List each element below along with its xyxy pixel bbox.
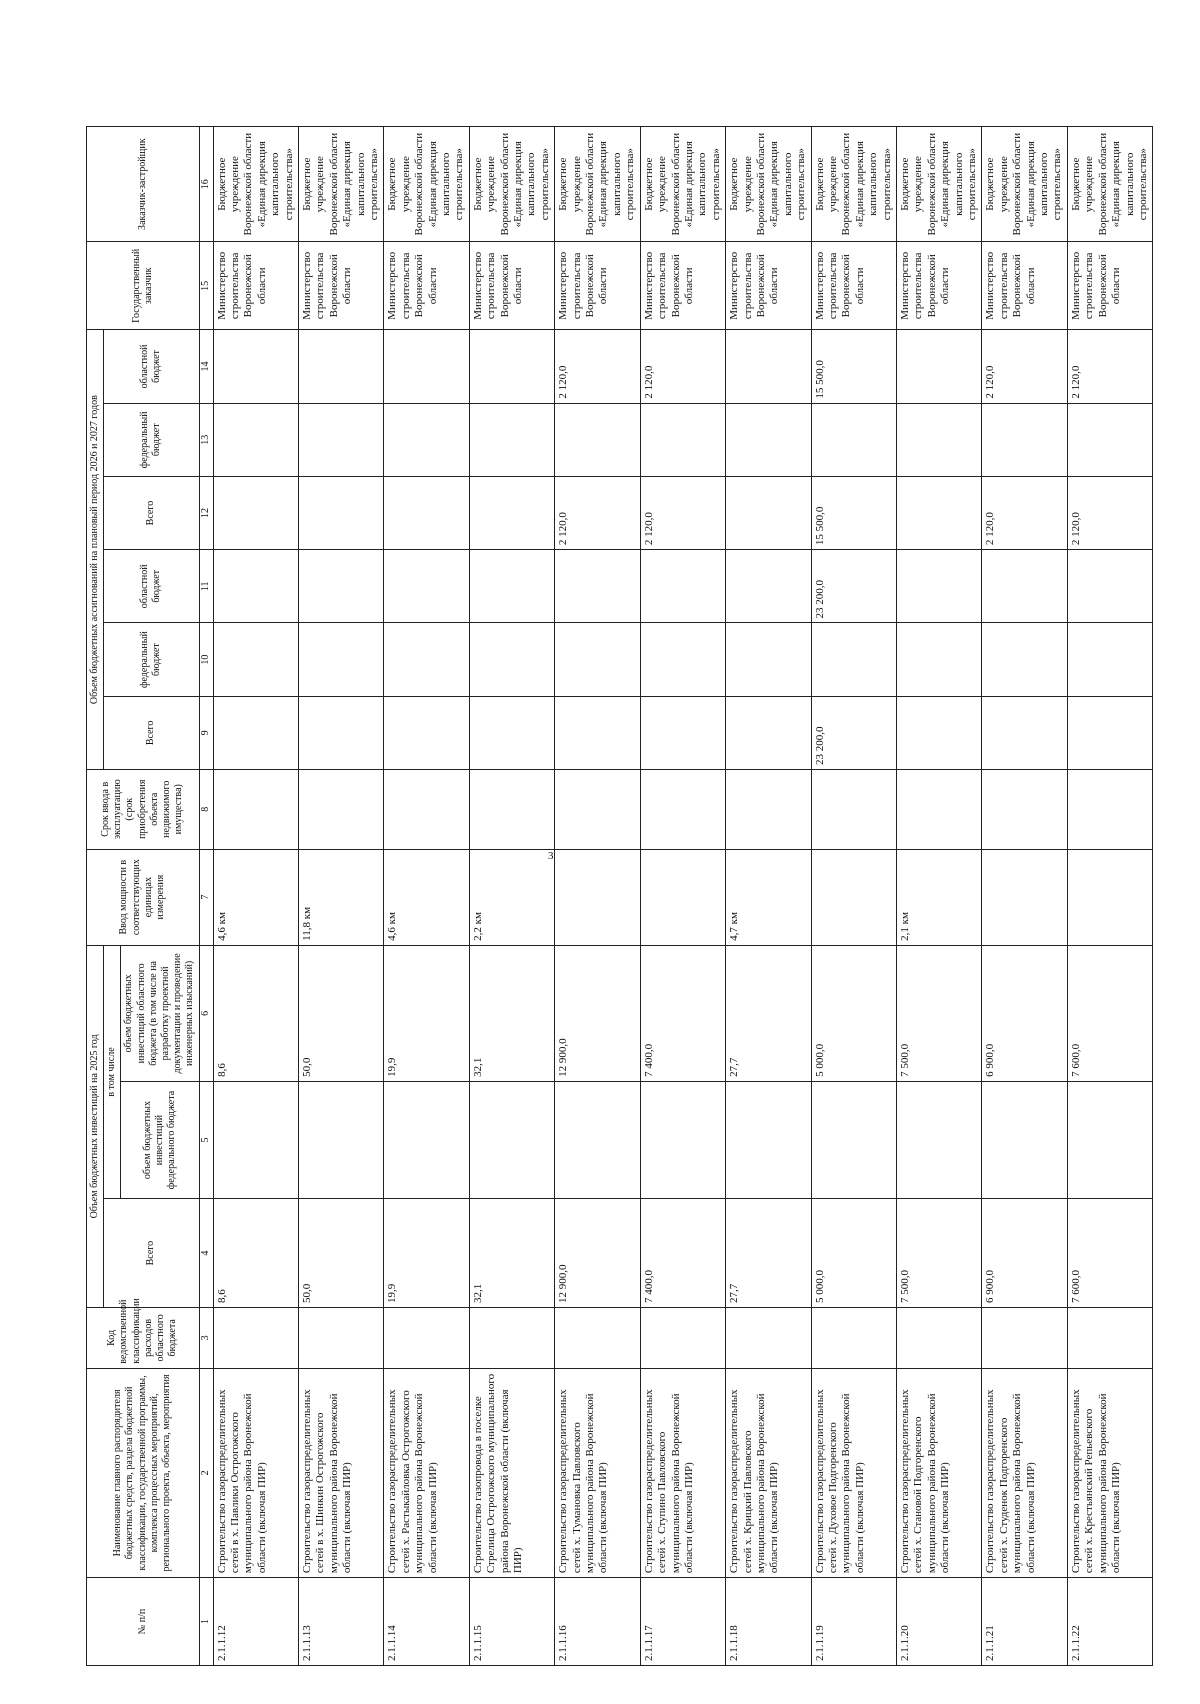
regional-2027-cell: 15 500,0 — [811, 330, 896, 403]
commission-date-cell — [384, 769, 469, 849]
federal-2026-cell — [640, 623, 725, 696]
row-number-cell: 2.1.1.14 — [384, 1578, 469, 1666]
developer-cell: Бюджетное учреждение Воронежской области «Единая дирекция капитального строительства» — [640, 127, 725, 242]
regional-2026-cell — [897, 550, 982, 623]
regional-2025-cell: 7 500,0 — [897, 945, 982, 1081]
federal-2026-cell — [811, 623, 896, 696]
commission-date-cell — [213, 769, 298, 849]
column-number-row — [199, 127, 213, 1666]
regional-2025-cell: 7 400,0 — [640, 945, 725, 1081]
federal-2027-cell — [1067, 403, 1152, 476]
state-customer-cell: Министерство строительства Воронежской области — [555, 242, 640, 330]
state-customer-cell: Министерство строительства Воронежской области — [469, 242, 554, 330]
header-2025-regional: объем бюджетных инвестиций областного бюджета (в том числе на разработку проектной документации и проведение инженерных изысканий) — [121, 945, 199, 1081]
capacity-cell — [982, 849, 1067, 945]
total-2027-cell — [298, 476, 383, 549]
table-row — [298, 127, 383, 1666]
budget-code-cell — [384, 1308, 469, 1369]
total-2025-cell: 50,0 — [298, 1199, 383, 1308]
commission-date-cell — [811, 769, 896, 849]
total-2025-cell: 7 400,0 — [640, 1199, 725, 1308]
row-number-cell: 2.1.1.20 — [897, 1578, 982, 1666]
developer-cell: Бюджетное учреждение Воронежской области «Единая дирекция капитального строительства» — [726, 127, 811, 242]
capacity-cell — [555, 849, 640, 945]
header-name: Наименование главного распорядителя бюджетных средств, раздела бюджетной классификации, государственной программы, комплекса процессных мероприятий, регионального проекта, объекта, мероприятия — [87, 1368, 200, 1577]
row-number-cell: 2.1.1.18 — [726, 1578, 811, 1666]
regional-2025-cell: 19,9 — [384, 945, 469, 1081]
table-row — [640, 127, 725, 1666]
federal-2026-cell — [469, 623, 554, 696]
federal-2025-cell — [213, 1081, 298, 1198]
federal-2027-cell — [469, 403, 554, 476]
table-row — [811, 127, 896, 1666]
state-customer-cell: Министерство строительства Воронежской области — [726, 242, 811, 330]
developer-cell: Бюджетное учреждение Воронежской области «Единая дирекция капитального строительства» — [897, 127, 982, 242]
row-number-cell: 2.1.1.13 — [298, 1578, 383, 1666]
state-customer-cell: Министерство строительства Воронежской области — [897, 242, 982, 330]
total-2027-cell — [469, 476, 554, 549]
object-name-cell: Строительство газораспределительных сетей х. Крицкий Павловского муниципального района Воронежской области (включая ПИР) — [726, 1368, 811, 1577]
object-name-cell: Строительство газораспределительных сетей х. Растыкайловка Острогожского муниципального района Воронежской области (включая ПИР) — [384, 1368, 469, 1577]
regional-2027-cell — [469, 330, 554, 403]
federal-2026-cell — [982, 623, 1067, 696]
table-row — [726, 127, 811, 1666]
commission-date-cell — [1067, 769, 1152, 849]
total-2026-cell — [1067, 696, 1152, 769]
table-row — [1067, 127, 1152, 1666]
regional-2027-cell: 2 120,0 — [982, 330, 1067, 403]
budget-code-cell — [982, 1308, 1067, 1369]
total-2025-cell: 7 600,0 — [1067, 1199, 1152, 1308]
object-name-cell: Строительство газораспределительных сетей х. Крестьянский Репьевского муниципального района Воронежской области (включая ПИР) — [1067, 1368, 1152, 1577]
table-row — [555, 127, 640, 1666]
header-commission-date: Срок ввода в эксплуатацию (срок приобретения объекта недвижимого имущества) — [87, 769, 200, 849]
regional-2026-cell — [982, 550, 1067, 623]
total-2026-cell — [298, 696, 383, 769]
total-2027-cell — [897, 476, 982, 549]
regional-2026-cell — [726, 550, 811, 623]
header-2027-federal: федеральный бюджет — [104, 403, 199, 476]
header-2026-regional: областной бюджет — [104, 550, 199, 623]
header-2025-total: Всего — [104, 1199, 199, 1308]
total-2026-cell — [982, 696, 1067, 769]
table-row — [213, 127, 298, 1666]
total-2027-cell: 2 120,0 — [555, 476, 640, 549]
state-customer-cell: Министерство строительства Воронежской области — [384, 242, 469, 330]
federal-2027-cell — [555, 403, 640, 476]
federal-2025-cell — [897, 1081, 982, 1198]
total-2027-cell: 2 120,0 — [982, 476, 1067, 549]
state-customer-cell: Министерство строительства Воронежской области — [982, 242, 1067, 330]
table-body — [213, 127, 1153, 1666]
header-state-customer: Государственный заказчик — [87, 242, 200, 330]
total-2026-cell — [897, 696, 982, 769]
object-name-cell: Строительство газораспределительных сетей х. Студенок Подгоренского муниципального района Воронежской области (включая ПИР) — [982, 1368, 1067, 1577]
regional-2026-cell — [469, 550, 554, 623]
row-number-cell: 2.1.1.17 — [640, 1578, 725, 1666]
federal-2026-cell — [384, 623, 469, 696]
capacity-cell: 4,7 км — [726, 849, 811, 945]
federal-2027-cell — [726, 403, 811, 476]
developer-cell: Бюджетное учреждение Воронежской области «Единая дирекция капитального строительства» — [1067, 127, 1152, 242]
regional-2027-cell: 2 120,0 — [555, 330, 640, 403]
developer-cell: Бюджетное учреждение Воронежской области «Единая дирекция капитального строительства» — [298, 127, 383, 242]
regional-2026-cell — [213, 550, 298, 623]
state-customer-cell: Министерство строительства Воронежской области — [213, 242, 298, 330]
total-2025-cell: 32,1 — [469, 1199, 554, 1308]
commission-date-cell — [555, 769, 640, 849]
object-name-cell: Строительство газораспределительных сетей в х. Шинкин Острогожского муниципального района Воронежской области (включая ПИР) — [298, 1368, 383, 1577]
regional-2025-cell: 6 900,0 — [982, 945, 1067, 1081]
rotated-table-container — [86, 126, 1191, 1666]
total-2025-cell: 19,9 — [384, 1199, 469, 1308]
regional-2027-cell: 2 120,0 — [640, 330, 725, 403]
total-2025-cell: 5 000,0 — [811, 1199, 896, 1308]
budget-code-cell — [897, 1308, 982, 1369]
federal-2027-cell — [897, 403, 982, 476]
federal-2025-cell — [469, 1081, 554, 1198]
header-2026-federal: федеральный бюджет — [104, 623, 199, 696]
capacity-cell: 2,1 км — [897, 849, 982, 945]
regional-2025-cell: 27,7 — [726, 945, 811, 1081]
row-number-cell: 2.1.1.15 — [469, 1578, 554, 1666]
capacity-cell: 11,8 км — [298, 849, 383, 945]
federal-2025-cell — [298, 1081, 383, 1198]
regional-2026-cell — [555, 550, 640, 623]
object-name-cell: Строительство газораспределительных сетей х. Ступино Павловского муниципального района Воронежской области (включая ПИР) — [640, 1368, 725, 1577]
table-row — [469, 127, 554, 1666]
regional-2025-cell: 7 600,0 — [1067, 945, 1152, 1081]
developer-cell: Бюджетное учреждение Воронежской области «Единая дирекция капитального строительства» — [811, 127, 896, 242]
regional-2026-cell: 23 200,0 — [811, 550, 896, 623]
budget-code-cell — [640, 1308, 725, 1369]
federal-2025-cell — [640, 1081, 725, 1198]
regional-2027-cell — [897, 330, 982, 403]
header-2026-total: Всего — [104, 696, 199, 769]
regional-2025-cell: 32,1 — [469, 945, 554, 1081]
federal-2025-cell — [726, 1081, 811, 1198]
federal-2026-cell — [726, 623, 811, 696]
total-2026-cell — [640, 696, 725, 769]
federal-2026-cell — [213, 623, 298, 696]
total-2026-cell — [213, 696, 298, 769]
developer-cell: Бюджетное учреждение Воронежской области «Единая дирекция капитального строительства» — [469, 127, 554, 242]
column-number-cell: 6 — [199, 945, 213, 1081]
commission-date-cell — [897, 769, 982, 849]
column-number-cell: 10 — [199, 623, 213, 696]
regional-2027-cell — [726, 330, 811, 403]
regional-2025-cell: 5 000,0 — [811, 945, 896, 1081]
object-name-cell: Строительство газораспределительных сетей х. Духовое Подгоренского муниципального района Воронежской области (включая ПИР) — [811, 1368, 896, 1577]
developer-cell: Бюджетное учреждение Воронежской области «Единая дирекция капитального строительства» — [384, 127, 469, 242]
federal-2026-cell — [1067, 623, 1152, 696]
header-2025-federal: объем бюджетных инвестиций федерального бюджета — [121, 1081, 199, 1198]
budget-code-cell — [469, 1308, 554, 1369]
column-number-cell: 15 — [199, 242, 213, 330]
federal-2025-cell — [1067, 1081, 1152, 1198]
federal-2027-cell — [640, 403, 725, 476]
total-2027-cell — [384, 476, 469, 549]
total-2025-cell: 27,7 — [726, 1199, 811, 1308]
total-2027-cell — [726, 476, 811, 549]
header-developer: Заказчик-застройщик — [87, 127, 200, 242]
total-2025-cell: 7 500,0 — [897, 1199, 982, 1308]
capacity-cell — [640, 849, 725, 945]
commission-date-cell — [726, 769, 811, 849]
commission-date-cell — [640, 769, 725, 849]
table-row — [897, 127, 982, 1666]
column-number-cell: 5 — [199, 1081, 213, 1198]
column-number-cell: 4 — [199, 1199, 213, 1308]
object-name-cell: Строительство газораспределительных сетей х. Становой Подгоренского муниципального района Воронежской области (включая ПИР) — [897, 1368, 982, 1577]
table-header — [87, 127, 214, 1666]
header-2027-total: Всего — [104, 476, 199, 549]
header-plan-group: Объем бюджетных ассигнований на плановый период 2026 и 2027 годов — [87, 330, 104, 770]
capacity-cell: 4,6 км — [213, 849, 298, 945]
regional-2027-cell — [298, 330, 383, 403]
total-2025-cell: 12 900,0 — [555, 1199, 640, 1308]
regional-2025-cell: 8,6 — [213, 945, 298, 1081]
column-number-cell: 8 — [199, 769, 213, 849]
column-number-cell: 9 — [199, 696, 213, 769]
commission-date-cell — [298, 769, 383, 849]
federal-2027-cell — [811, 403, 896, 476]
header-code: Код ведомственной классификации расходов областного бюджета — [87, 1308, 200, 1369]
regional-2026-cell — [384, 550, 469, 623]
state-customer-cell: Министерство строительства Воронежской области — [1067, 242, 1152, 330]
column-number-cell: 13 — [199, 403, 213, 476]
column-number-cell: 2 — [199, 1368, 213, 1577]
object-name-cell: Строительство газораспределительных сетей в х. Павлики Острогожского муниципального района Воронежской области (включая ПИР) — [213, 1368, 298, 1577]
total-2025-cell: 8,6 — [213, 1199, 298, 1308]
federal-2027-cell — [982, 403, 1067, 476]
budget-code-cell — [726, 1308, 811, 1369]
regional-2026-cell — [1067, 550, 1152, 623]
column-number-cell: 11 — [199, 550, 213, 623]
budget-code-cell — [1067, 1308, 1152, 1369]
object-name-cell: Строительство газопровода в поселке Стрелица Острогожского муниципального района Воронежской области (включая ПИР) — [469, 1368, 554, 1577]
row-number-cell: 2.1.1.21 — [982, 1578, 1067, 1666]
table-row — [384, 127, 469, 1666]
federal-2027-cell — [384, 403, 469, 476]
header-capacity: Ввод мощности в соответствующих единицах измерения — [87, 849, 200, 945]
budget-code-cell — [811, 1308, 896, 1369]
table-row — [982, 127, 1067, 1666]
developer-cell: Бюджетное учреждение Воронежской области «Единая дирекция капитального строительства» — [213, 127, 298, 242]
object-name-cell: Строительство газораспределительных сетей х. Тумановка Павловского муниципального района Воронежской области (включая ПИР) — [555, 1368, 640, 1577]
header-2027-regional: областной бюджет — [104, 330, 199, 403]
federal-2026-cell — [897, 623, 982, 696]
federal-2025-cell — [982, 1081, 1067, 1198]
federal-2025-cell — [384, 1081, 469, 1198]
column-number-cell: 7 — [199, 849, 213, 945]
row-number-cell: 2.1.1.16 — [555, 1578, 640, 1666]
row-number-cell: 2.1.1.22 — [1067, 1578, 1152, 1666]
total-2027-cell: 2 120,0 — [1067, 476, 1152, 549]
total-2027-cell: 2 120,0 — [640, 476, 725, 549]
budget-code-cell — [555, 1308, 640, 1369]
regional-2026-cell — [298, 550, 383, 623]
column-number-cell: 3 — [199, 1308, 213, 1369]
regional-2026-cell — [640, 550, 725, 623]
budget-code-cell — [298, 1308, 383, 1369]
budget-investment-table — [86, 126, 1153, 1666]
federal-2026-cell — [298, 623, 383, 696]
total-2025-cell: 6 900,0 — [982, 1199, 1067, 1308]
total-2026-cell — [726, 696, 811, 769]
capacity-cell: 2,2 км — [469, 849, 554, 945]
developer-cell: Бюджетное учреждение Воронежской области «Единая дирекция капитального строительства» — [982, 127, 1067, 242]
column-number-cell: 16 — [199, 127, 213, 242]
capacity-cell: 4,6 км — [384, 849, 469, 945]
state-customer-cell: Министерство строительства Воронежской области — [298, 242, 383, 330]
capacity-cell — [1067, 849, 1152, 945]
regional-2025-cell: 12 900,0 — [555, 945, 640, 1081]
regional-2027-cell — [384, 330, 469, 403]
budget-code-cell — [213, 1308, 298, 1369]
state-customer-cell: Министерство строительства Воронежской области — [640, 242, 725, 330]
regional-2027-cell: 2 120,0 — [1067, 330, 1152, 403]
total-2026-cell: 23 200,0 — [811, 696, 896, 769]
column-number-cell: 14 — [199, 330, 213, 403]
regional-2025-cell: 50,0 — [298, 945, 383, 1081]
commission-date-cell — [469, 769, 554, 849]
federal-2027-cell — [298, 403, 383, 476]
column-number-cell: 1 — [199, 1578, 213, 1666]
total-2026-cell — [555, 696, 640, 769]
developer-cell: Бюджетное учреждение Воронежской области «Единая дирекция капитального строительства» — [555, 127, 640, 242]
page-number: 3 — [548, 850, 554, 862]
total-2026-cell — [469, 696, 554, 769]
header-2025-including: в том числе — [104, 945, 121, 1198]
total-2027-cell: 15 500,0 — [811, 476, 896, 549]
federal-2027-cell — [213, 403, 298, 476]
row-number-cell: 2.1.1.12 — [213, 1578, 298, 1666]
header-2025-group: Объем бюджетных инвестиций на 2025 год — [87, 945, 104, 1307]
total-2026-cell — [384, 696, 469, 769]
federal-2025-cell — [811, 1081, 896, 1198]
commission-date-cell — [982, 769, 1067, 849]
row-number-cell: 2.1.1.19 — [811, 1578, 896, 1666]
state-customer-cell: Министерство строительства Воронежской области — [811, 242, 896, 330]
capacity-cell — [811, 849, 896, 945]
header-number: № п/п — [87, 1578, 200, 1666]
federal-2025-cell — [555, 1081, 640, 1198]
federal-2026-cell — [555, 623, 640, 696]
total-2027-cell — [213, 476, 298, 549]
column-number-cell: 12 — [199, 476, 213, 549]
regional-2027-cell — [213, 330, 298, 403]
